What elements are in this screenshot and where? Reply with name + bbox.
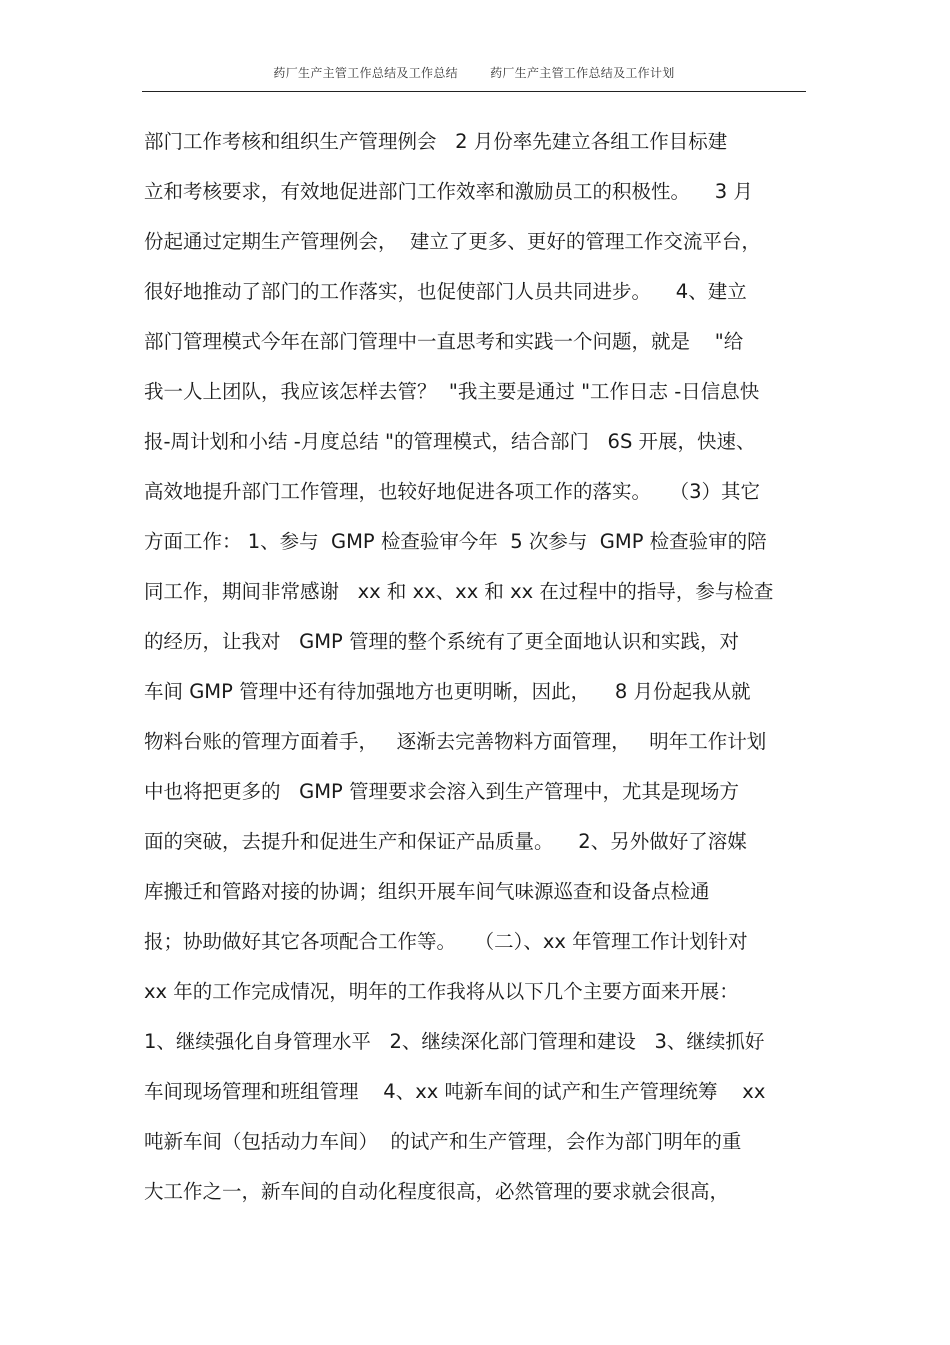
- text-line: 吨新车间（包括动力车间） 的试产和生产管理，会作为部门明年的重: [144, 1130, 742, 1153]
- text-line: 部门工作考核和组织生产管理例会 2 月份率先建立各组工作目标建: [144, 130, 728, 153]
- text-line: 方面工作： 1、参与 GMP 检查验审今年 5 次参与 GMP 检查验审的陪: [144, 530, 767, 553]
- text-line: 面的突破，去提升和促进生产和保证产品质量。 2、另外做好了溶媒: [144, 830, 747, 853]
- header-left-title: 药厂生产主管工作总结及工作总结: [273, 66, 458, 80]
- text-line: 很好地推动了部门的工作落实，也促使部门人员共同进步。 4、建立: [144, 280, 747, 303]
- text-line: 库搬迁和管路对接的协调；组织开展车间气味源巡查和设备点检通: [144, 880, 710, 903]
- text-line: 高效地提升部门工作管理，也较好地促进各项工作的落实。 （3）其它: [144, 480, 761, 503]
- body-text: [144, 120, 808, 1220]
- text-line: 报；协助做好其它各项配合工作等。 （二）、xx 年管理工作计划针对: [144, 930, 748, 953]
- text-line: 份起通过定期生产管理例会， 建立了更多、更好的管理工作交流平台，: [144, 230, 761, 253]
- header-right-title: 药厂生产主管工作总结及工作计划: [490, 66, 675, 80]
- text-line: 同工作，期间非常感谢 xx 和 xx、xx 和 xx 在过程中的指导，参与检查: [144, 580, 774, 603]
- text-line: xx 年的工作完成情况，明年的工作我将从以下几个主要方面来开展：: [144, 980, 739, 1003]
- text-line: 立和考核要求，有效地促进部门工作效率和激励员工的积极性。 3 月: [144, 180, 753, 203]
- text-line: 大工作之一，新车间的自动化程度很高，必然管理的要求就会很高，: [144, 1180, 730, 1203]
- text-line: 物料台账的管理方面着手， 逐渐去完善物料方面管理， 明年工作计划: [144, 730, 767, 753]
- header-rule: [142, 91, 806, 92]
- text-line: 车间 GMP 管理中还有待加强地方也更明晰，因此， 8 月份起我从就: [144, 680, 751, 703]
- text-line: 部门管理模式今年在部门管理中一直思考和实践一个问题，就是 "给: [144, 330, 744, 353]
- text-line: 车间现场管理和班组管理 4、xx 吨新车间的试产和生产管理统筹 xx: [144, 1080, 766, 1103]
- text-line: 报-周计划和小结 -月度总结 "的管理模式，结合部门 6S 开展，快速、: [144, 430, 756, 453]
- text-line: 的经历，让我对 GMP 管理的整个系统有了更全面地认识和实践，对: [144, 630, 739, 653]
- page-header: [142, 64, 806, 86]
- text-line: 中也将把更多的 GMP 管理要求会溶入到生产管理中，尤其是现场方: [144, 780, 739, 803]
- text-line: 我一人上团队，我应该怎样去管？ "我主要是通过 "工作日志 -日信息快: [144, 380, 760, 403]
- text-line: 1、继续强化自身管理水平 2、继续深化部门管理和建设 3、继续抓好: [144, 1030, 765, 1053]
